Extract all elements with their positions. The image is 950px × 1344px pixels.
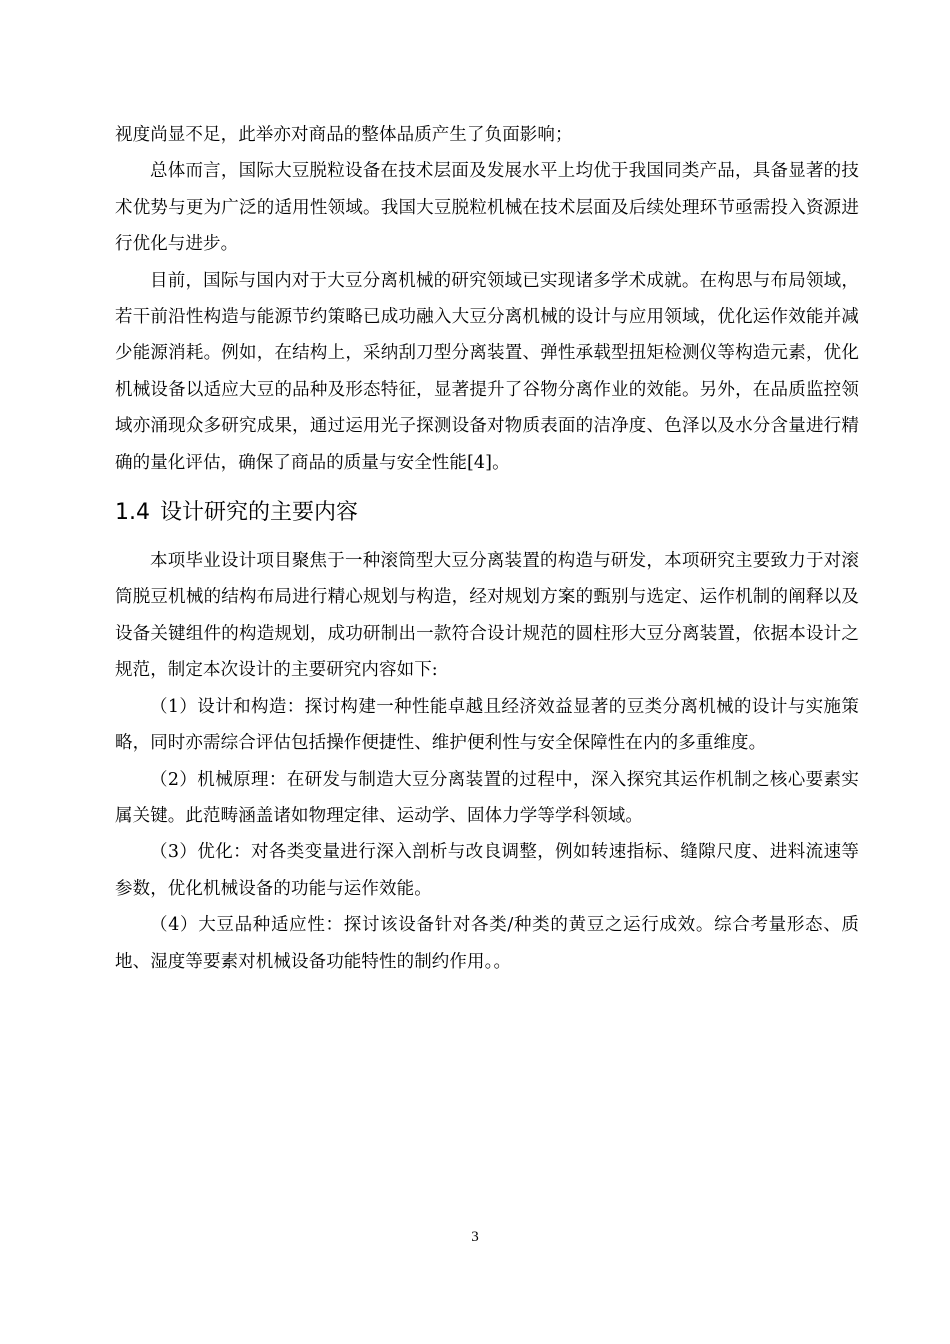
section-number: 1.4	[115, 500, 150, 526]
list-item-mechanics: （2）机械原理：在研发与制造大豆分离装置的过程中，深入探究其运作机制之核心要素实属关键。此范畴涵盖诸如物理定律、运动学、固体力学等学科领域。	[115, 769, 859, 826]
page-content	[115, 117, 859, 980]
paragraph-summary: 总体而言，国际大豆脱粒设备在技术层面及发展水平上均优于我国同类产品，具备显著的技术优势与更为广泛的适用性领域。我国大豆脱粒机械在技术层面及后续处理环节亟需投入资源进行优化与进步。	[115, 161, 859, 255]
paragraph-intro: 本项毕业设计项目聚焦于一种滚筒型大豆分离装置的构造与研发，本项研究主要致力于对滚筒脱豆机械的结构布局进行精心规划与构造，经对规划方案的甄别与选定、运作机制的阐释以及设备关键组件的构造规划，成功研制出一款符合设计规范的圆柱形大豆分离装置，依据本设计之规范，制定本次设计的主要研究内容如下:	[115, 551, 859, 681]
section-title: 设计研究的主要内容	[160, 500, 359, 526]
section-heading	[115, 498, 859, 528]
paragraph-continuation: 视度尚显不足，此举亦对商品的整体品质产生了负面影响；	[115, 125, 573, 145]
list-item-optimization: （3）优化：对各类变量进行深入剖析与改良调整，例如转速指标、缝隙尺度、进料流速等参数，优化机械设备的功能与运作效能。	[115, 842, 859, 899]
paragraph-research-status: 目前，国际与国内对于大豆分离机械的研究领域已实现诸多学术成就。在构思与布局领域，若干前沿性构造与能源节约策略已成功融入大豆分离机械的设计与应用领域，优化运作效能并减少能源消耗。例如，在结构上，采纳刮刀型分离装置、弹性承载型扭矩检测仪等构造元素，优化机械设备以适应大豆的品种及形态特征，显著提升了谷物分离作业的效能。另外，在品质监控领域亦涌现众多研究成果，通过运用光子探测设备对物质表面的洁净度、色泽以及水分含量进行精确的量化评估，确保了商品的质量与安全性能[4]。	[115, 270, 859, 473]
list-item-design: （1）设计和构造：探讨构建一种性能卓越且经济效益显著的豆类分离机械的设计与实施策略，同时亦需综合评估包括操作便捷性、维护便利性与安全保障性在内的多重维度。	[115, 696, 859, 754]
list-item-adaptability: （4）大豆品种适应性：探讨该设备针对各类/种类的黄豆之运行成效。综合考量形态、质地、湿度等要素对机械设备功能特性的制约作用。。	[115, 915, 859, 972]
page-number: 3	[471, 1229, 479, 1245]
